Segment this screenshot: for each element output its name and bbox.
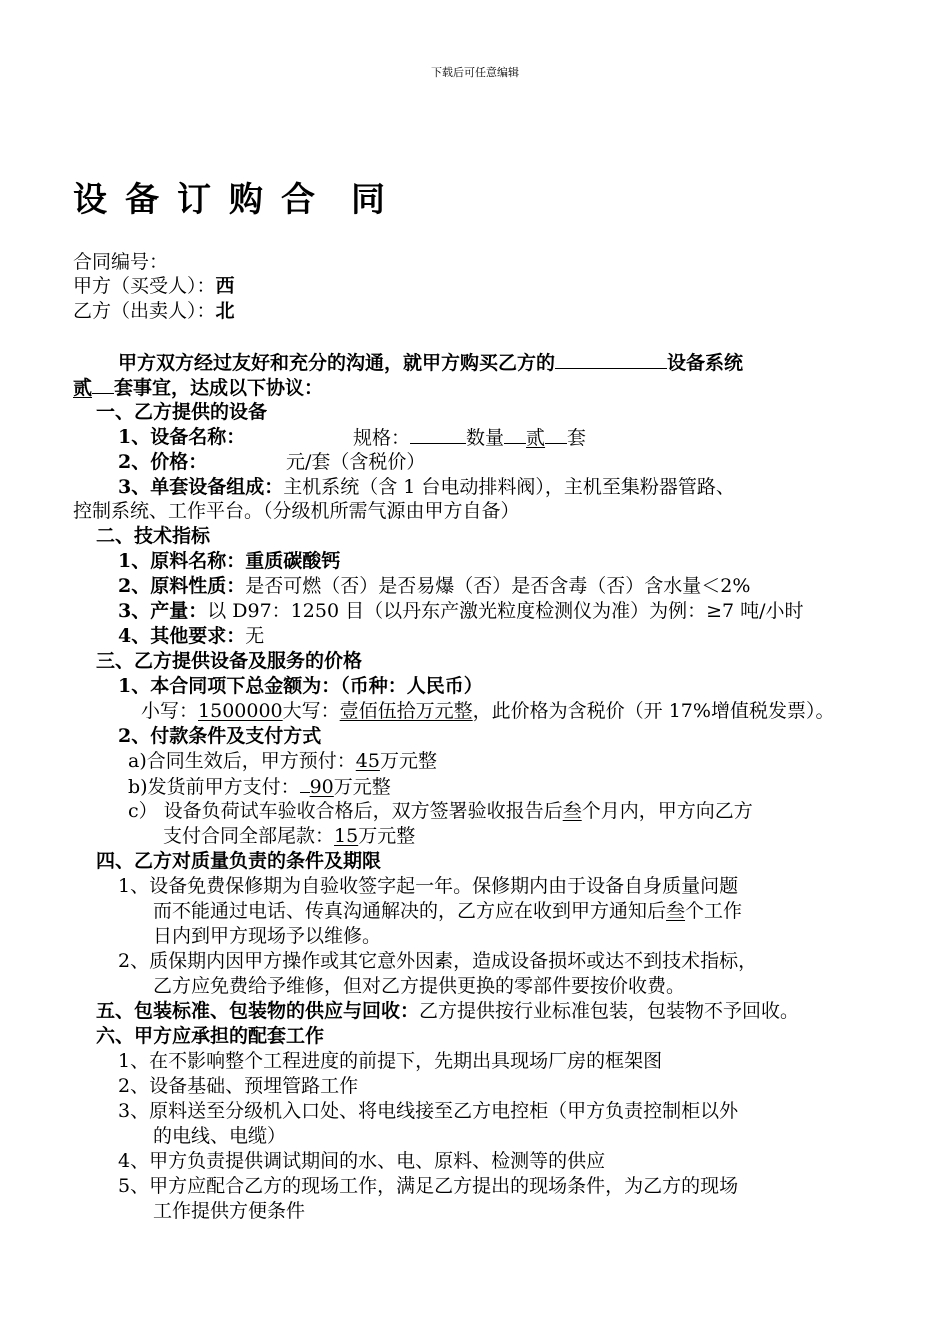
- equipment-spec-qty: 规格： 数量 贰 套: [353, 427, 587, 449]
- composition-line-2: 控制系统、工作平台。（分级机所需气源由甲方自备）: [73, 500, 520, 522]
- warranty-line-3: 日内到甲方现场予以维修。: [153, 925, 382, 947]
- duty-5-line-2: 工作提供方便条件: [153, 1200, 306, 1222]
- section-5: 五、包装标准、包装物的供应与回收：乙方提供按行业标准包装，包装物不予回收。: [96, 1000, 800, 1022]
- payment-c-line-1: c） 设备负荷试车验收合格后，双方签署验收报告后叁个月内，甲方向乙方: [128, 800, 753, 822]
- title-char: 设: [73, 180, 107, 220]
- duty-3-line-1: 3、原料送至分级机入口处、将电线接至乙方电控柜（甲方负责控制柜以外: [118, 1100, 739, 1122]
- header-note: 下载后可任意编辑: [431, 66, 519, 79]
- page-title: [73, 180, 403, 220]
- section-4-title: 四、乙方对质量负责的条件及期限: [96, 850, 382, 872]
- intro-line-2: 贰 套事宜，达成以下协议：: [73, 377, 324, 399]
- title-char: 合: [281, 180, 315, 220]
- duty-3-line-2: 的电线、电缆）: [153, 1125, 287, 1147]
- section-2-title: 二、技术指标: [96, 525, 211, 547]
- output: 3、产量：以 D97：1250 目（以丹东产激光粒度检测仪为准）为例：≥7 吨/小时: [118, 600, 804, 622]
- warranty-line-5: 乙方应免费给予维修，但对乙方提供更换的零部件要按价收费。: [153, 975, 686, 997]
- section-1-title: 一、乙方提供的设备: [96, 401, 268, 423]
- total-amount-label: 1、本合同项下总金额为：（币种：人民币）: [118, 675, 483, 697]
- payment-b: b)发货前甲方支付： 90万元整: [128, 776, 391, 798]
- title-char: 购: [229, 180, 263, 220]
- price-unit: 元/套（含税价）: [286, 451, 426, 473]
- duty-4: 4、甲方负责提供调试期间的水、电、原料、检测等的供应: [118, 1150, 606, 1172]
- material-property: 2、原料性质：是否可燃（否）是否易爆（否）是否含毒（否）含水量＜2%: [118, 575, 751, 597]
- title-char: 同: [351, 180, 385, 220]
- title-char: 备: [125, 180, 159, 220]
- composition-line-1: 3、单套设备组成：主机系统（含 1 台电动排料阀），主机至集粉器管路、: [118, 476, 735, 498]
- duty-1: 1、在不影响整个工程进度的前提下，先期出具现场厂房的框架图: [118, 1050, 663, 1072]
- party-a: 甲方（买受人）：西: [73, 275, 235, 297]
- warranty-line-2: 而不能通过电话、传真沟通解决的，乙方应在收到甲方通知后叁个工作: [153, 900, 743, 922]
- title-char: 订: [177, 180, 211, 220]
- warranty-line-4: 2、质保期内因甲方操作或其它意外因素，造成设备损坏或达不到技术指标，: [118, 950, 758, 972]
- payment-c-line-2: 支付合同全部尾款：15万元整: [163, 825, 416, 847]
- warranty-line-1: 1、设备免费保修期为自验收签字起一年。保修期内由于设备自身质量问题: [118, 875, 739, 897]
- section-3-title: 三、乙方提供设备及服务的价格: [96, 650, 363, 672]
- payment-a: a)合同生效后，甲方预付：45万元整: [128, 750, 437, 772]
- intro-line-1: 甲方双方经过友好和充分的沟通，就甲方购买乙方的 设备系统: [118, 352, 744, 374]
- duty-5-line-1: 5、甲方应配合乙方的现场工作，满足乙方提出的现场条件，为乙方的现场: [118, 1175, 739, 1197]
- contract-number: 合同编号：: [73, 251, 169, 273]
- duty-2: 2、设备基础、预埋管路工作: [118, 1075, 359, 1097]
- section-6-title: 六、甲方应承担的配套工作: [96, 1025, 325, 1047]
- amount-line: 小写：1500000大写：壹佰伍拾万元整，此价格为含税价（开 17%增值税发票）。: [141, 700, 835, 722]
- party-b: 乙方（出卖人）：北: [73, 300, 235, 322]
- material-name: 1、原料名称：重质碳酸钙: [118, 550, 341, 572]
- equipment-name: 1、设备名称：: [118, 426, 246, 448]
- other-requirements: 4、其他要求：无: [118, 625, 265, 647]
- price-label: 2、价格：: [118, 451, 208, 473]
- payment-title: 2、付款条件及支付方式: [118, 725, 322, 747]
